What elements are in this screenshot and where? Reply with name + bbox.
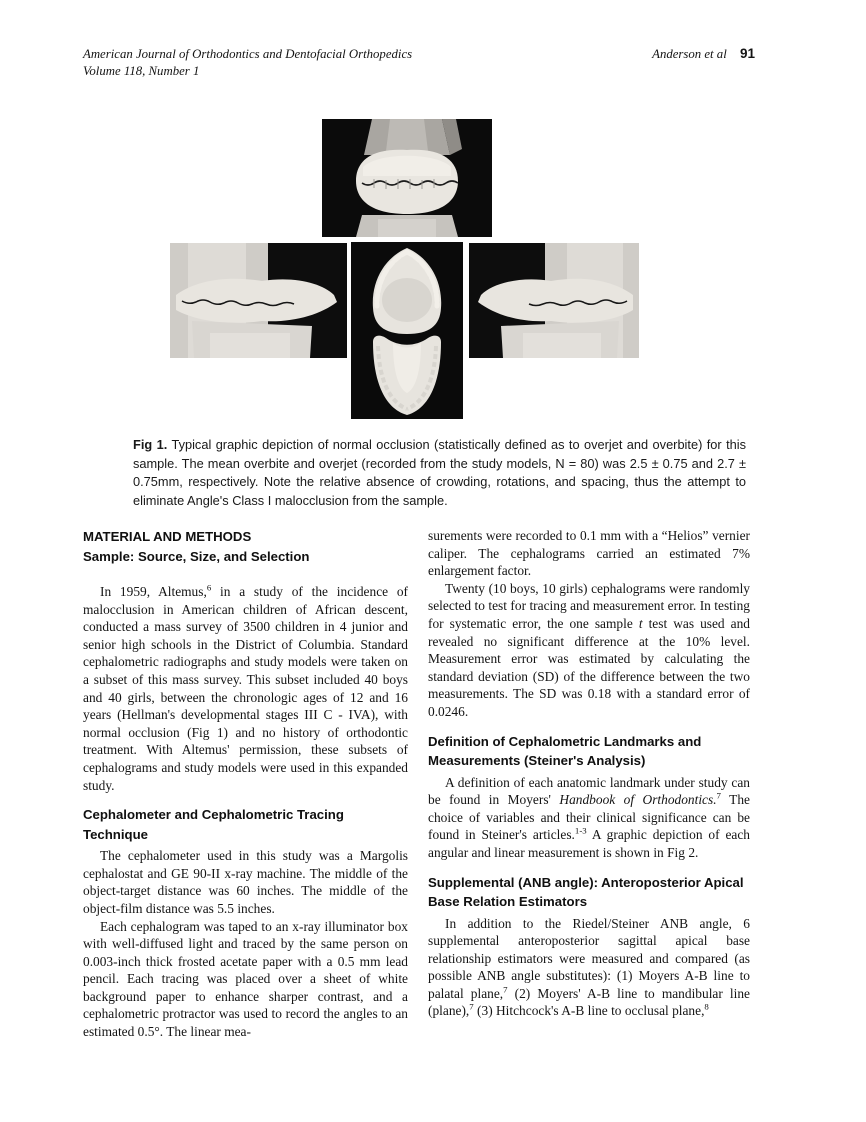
text-segment: A graphic depiction of each angular and linear measurement is shown in Fig 2. xyxy=(428,827,751,860)
paragraph-tracing-technique xyxy=(83,918,408,1041)
text-segment: Typical graphic depiction of normal occlusion (statistically defined as to overjet and overbite) for this sample. The mean overbite and overjet (recorded from the study models, N = 80) was 2.5 ± 0.75 and 2.7 ± 0.75mm, respectively. Note the relative absence of crowding, rotations, and spacing, thus the attempt to eliminate Angle's Class I malocclusion from the sample. xyxy=(133,437,746,508)
running-head-right xyxy=(652,46,755,62)
right-column xyxy=(428,527,750,1020)
text-segment: A definition of each anatomic landmark under study can be found in Moyers' xyxy=(428,774,750,808)
text-segment: 8 xyxy=(704,1002,709,1012)
paragraph-measurement-continuation xyxy=(428,527,750,580)
page-number: 91 xyxy=(739,46,755,61)
journal-volume: Volume 118, Number 1 xyxy=(83,64,200,78)
right-lateral-cast-image xyxy=(469,243,639,358)
text-segment: In addition to the Riedel/Steiner ANB angle, 6 supplemental anteroposterior sagittal apical base relationship estimators were measured and compared (as possible ANB angle substitutes): (1) Moyers A-B line to palatal plane, xyxy=(428,915,750,1001)
journal-title: American Journal of Orthodontics and Dentofacial Orthopedics xyxy=(83,47,413,61)
text-segment: (2) Moyers' A-B line to mandibular line (plane), xyxy=(428,985,750,1019)
photo-right-lateral-view xyxy=(469,243,639,358)
running-head-authors: Anderson et al xyxy=(652,47,727,61)
text-segment: 7 xyxy=(716,790,721,801)
journal-title-block xyxy=(83,46,412,80)
text-segment: 7 xyxy=(503,984,508,995)
subsection-heading-sample: Sample: Source, Size, and Selection xyxy=(83,548,310,564)
text-segment: (3) Hitchcock's A-B line to occlusal plane, xyxy=(473,1003,705,1019)
paragraph-landmark-definitions xyxy=(428,774,750,862)
paragraph-error-testing xyxy=(428,580,750,721)
subsection-heading-supplemental-anb: Supplemental (ANB angle): Anteroposterior Apical Base Relation Estimators xyxy=(428,874,744,909)
photo-left-lateral-view xyxy=(170,243,347,358)
text-segment: Fig 1. xyxy=(133,437,168,452)
text-segment: In 1959, Altemus, xyxy=(100,584,207,599)
text-segment: Each cephalogram was taped to an x-ray illuminator box with well-diffused light and traced by the same person on 0.003-inch thick frosted acetate paper with a 0.5 mm lead pencil. Each tracing was placed over a sheet of white background paper to enhance sharper contrast, and a cephalometric protractor was used to record the angles to an estimated 0.5°. The linear mea- xyxy=(83,918,408,1040)
text-segment: in a study of the incidence of malocclusion in American children of African descent, conducted a mass survey of 3500 children in 4 junior and senior high schools in the District of Columbia. Standard cephalometric radiographs and study models were taken on a subset of this mass survey. This subset included 40 boys and 40 girls, between the chronologic ages of 12 and 16 years (Hellman's developmental stages III C - IVA), with normal occlusion (Fig 1) and no history of orthodontic treatment. With Altemus' permission, these subsets of cephalograms and study models were used in this expanded study. xyxy=(83,584,409,793)
text-segment: 7 xyxy=(469,1002,474,1012)
photo-occlusal-views xyxy=(351,242,463,419)
subsection-heading-definitions: Definition of Cephalometric Landmarks and Measurements (Steiner's Analysis) xyxy=(428,733,702,769)
paragraph-cephalometer xyxy=(83,847,408,917)
text-segment: The cephalometer used in this study was a Margolis cephalostat and GE 90-II x-ray machine. The middle of the object-target distance was 60 inches. The middle of the object-film distance was 5.5 inches. xyxy=(83,848,408,916)
running-head xyxy=(83,46,755,80)
text-segment: 6 xyxy=(206,582,212,593)
left-column xyxy=(83,527,408,1041)
section-heading-material-and-methods: MATERIAL AND METHODS xyxy=(83,529,252,544)
occlusal-cast-image xyxy=(351,242,463,419)
text-segment: The choice of variables and their clinical significance can be found in Steiner's articles. xyxy=(428,792,750,843)
text-segment: t xyxy=(638,615,643,631)
figure-caption xyxy=(133,436,746,510)
text-segment: Handbook of Orthodontics. xyxy=(559,792,717,808)
text-segment: surements were recorded to 0.1 mm with a “Helios” vernier caliper. The cephalograms carried an estimated 7% enlargement factor. xyxy=(428,528,750,579)
text-segment: test was used and revealed no significant difference at the 10% level. Measurement error was estimated by calculating the standard deviation (SD) of the difference between the two measurements. The SD was 0.18 with a standard error of 0.0246. xyxy=(428,615,750,719)
text-segment: 1-3 xyxy=(574,825,587,836)
paragraph-anb-estimators xyxy=(428,915,750,1021)
paragraph-sample-selection xyxy=(83,583,408,794)
text-segment: Twenty (10 boys, 10 girls) cephalograms were randomly selected to test for tracing and measurement error. In testing for systematic error, the one sample xyxy=(428,580,750,631)
photo-frontal-view xyxy=(322,119,492,237)
frontal-cast-image xyxy=(322,119,492,237)
subsection-heading-cephalometer: Cephalometer and Cephalometric Tracing Technique xyxy=(83,807,344,842)
left-lateral-cast-image xyxy=(170,243,347,358)
